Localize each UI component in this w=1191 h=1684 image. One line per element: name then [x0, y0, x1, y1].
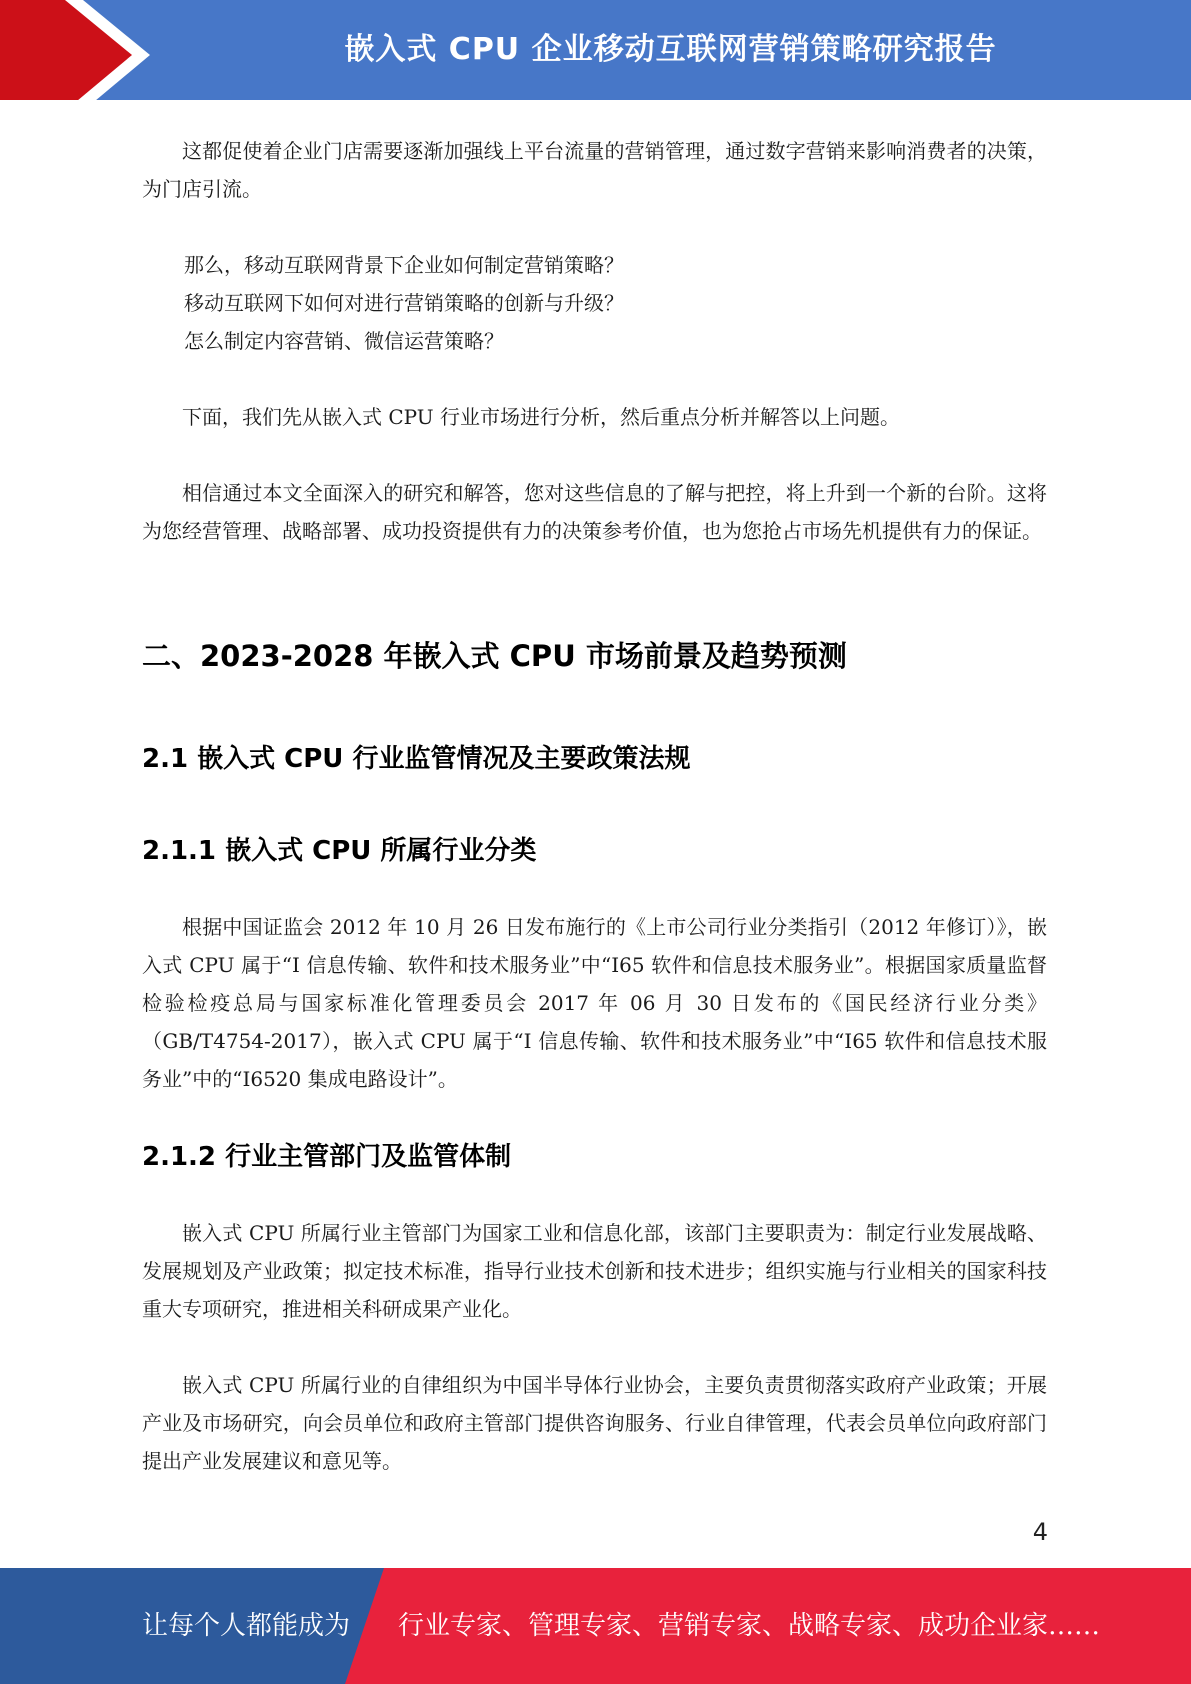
paragraph-association: 嵌入式 CPU 所属行业的自律组织为中国半导体行业协会，主要负责贯彻落实政府产业政策；开展产业及市场研究，向会员单位和政府主管部门提供咨询服务、行业自律管理，代表会员单位向政府部门提出产业发展建议和意见等。 [142, 1373, 1047, 1473]
paragraph-authority: 嵌入式 CPU 所属行业主管部门为国家工业和信息化部，该部门主要职责为：制定行业发展战略、发展规划及产业政策；拟定技术标准，指导行业技术创新和技术进步；组织实施与行业相关的国家科技重大专项研究，推进相关科研成果产业化。 [142, 1221, 1047, 1321]
page-footer [0, 1568, 1191, 1684]
header-title: 嵌入式 CPU 企业移动互联网营销策略研究报告 [344, 32, 997, 67]
section-heading: 二、2023-2028 年嵌入式 CPU 市场前景及趋势预测 [142, 639, 847, 673]
subsection-heading-2-1-2: 2.1.2 行业主管部门及监管体制 [142, 1142, 512, 1172]
footer-slogan-right: 行业专家、管理专家、营销专家、战略专家、成功企业家…… [398, 1611, 1101, 1641]
paragraph-intro: 这都促使着企业门店需要逐渐加强线上平台流量的营销管理，通过数字营销来影响消费者的决策，为门店引流。 [142, 139, 1047, 201]
paragraph-classification: 根据中国证监会 2012 年 10 月 26 日发布施行的《上市公司行业分类指引（2012 年修订）》，嵌入式 CPU 属于“I 信息传输、软件和技术服务业”中“I65 软件和信息技术服务业”。根据国家质量监督检验检疫总局与国家标准化管理委员会 2017 年 06 月 30 日发布的《国民经济行业分类》（GB/T4754-2017），嵌入式 CPU 属于“I 信息传输、软件和技术服务业”中“I65 软件和信息技术服务业”中的“I6520 集成电路设计”。 [142, 915, 1047, 1091]
page-header [0, 0, 1191, 111]
subsection-heading-2-1: 2.1 嵌入式 CPU 行业监管情况及主要政策法规 [142, 744, 691, 774]
question-1: 那么，移动互联网背景下企业如何制定营销策略？ [184, 253, 624, 277]
question-2: 移动互联网下如何对进行营销策略的创新与升级？ [184, 291, 624, 315]
page-number: 4 [1032, 1518, 1048, 1546]
paragraph-analysis: 下面，我们先从嵌入式 CPU 行业市场进行分析，然后重点分析并解答以上问题。 [182, 405, 900, 429]
question-3: 怎么制定内容营销、微信运营策略？ [184, 329, 504, 353]
subsection-heading-2-1-1: 2.1.1 嵌入式 CPU 所属行业分类 [142, 836, 537, 866]
footer-slogan-left: 让每个人都能成为 [142, 1611, 351, 1641]
paragraph-value: 相信通过本文全面深入的研究和解答，您对这些信息的了解与把控，将上升到一个新的台阶。这将为您经营管理、战略部署、成功投资提供有力的决策参考价值，也为您抢占市场先机提供有力的保证。 [142, 481, 1047, 543]
